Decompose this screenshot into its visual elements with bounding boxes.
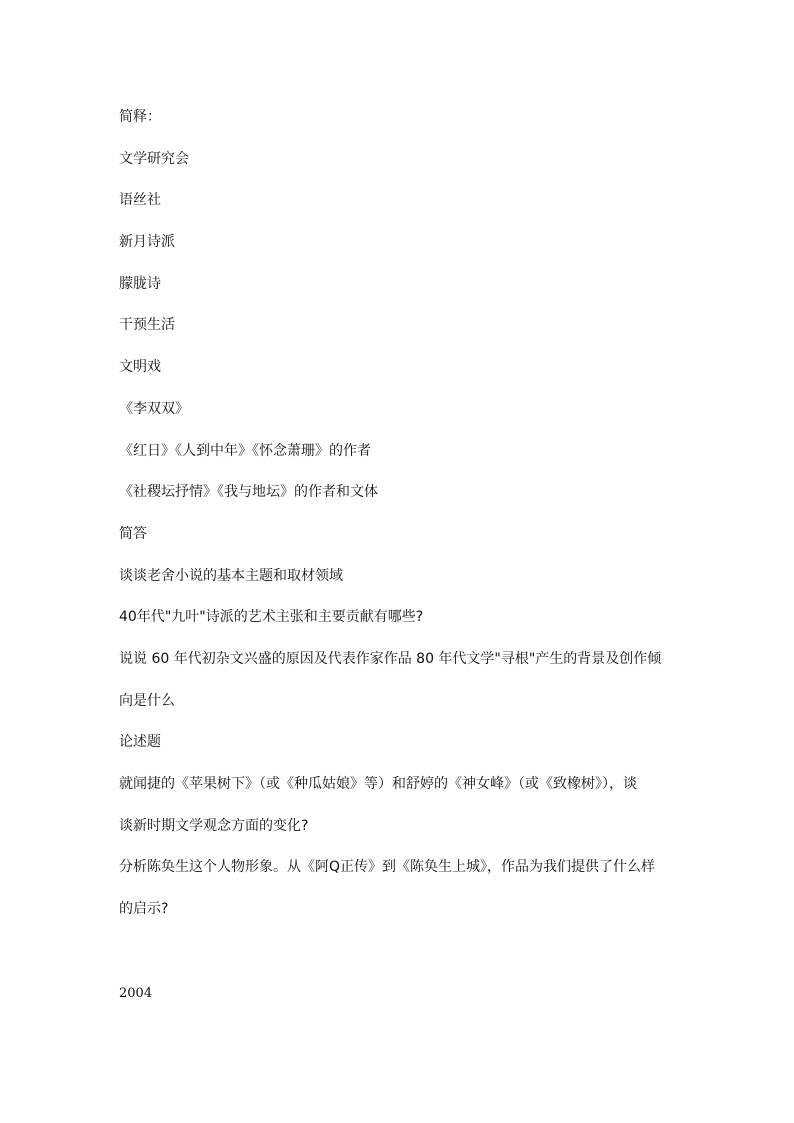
section-heading-short-answer: 简答: [119, 525, 147, 542]
term-item: 朦胧诗: [119, 275, 161, 292]
term-item: 干预生活: [119, 317, 175, 334]
term-item: 文明戏: [119, 359, 161, 376]
question-item-continuation: 向是什么: [119, 692, 175, 709]
document-body: [119, 106, 689, 940]
section-heading-brief-explanation: 简释：: [119, 109, 161, 125]
section-heading-essay: 论述题: [119, 734, 161, 751]
term-item: 《社稷坛抒情》《我与地坛》的作者和文体: [119, 484, 378, 501]
question-item: 说说 60 年代初杂文兴盛的原因及代表作家作品 80 年代文学"寻根"产生的背景及创作倾: [119, 650, 662, 667]
essay-question-continuation: 的启示?: [119, 901, 169, 918]
essay-question-continuation: 谈新时期文学观念方面的变化?: [119, 817, 309, 834]
essay-question: 分析陈奂生这个人物形象。从《阿Q正传》到《陈奂生上城》，作品为我们提供了什么样: [119, 859, 656, 876]
term-item: 新月诗派: [119, 234, 175, 251]
term-item: 《红日》《人到中年》《怀念萧珊》的作者: [119, 442, 371, 459]
term-item: 《李双双》: [119, 400, 189, 417]
question-item: 40年代"九叶"诗派的艺术主张和主要贡献有哪些?: [119, 609, 424, 626]
term-item: 语丝社: [119, 192, 161, 209]
question-item: 谈谈老舍小说的基本主题和取材领域: [119, 567, 343, 584]
year-label: 2004: [119, 986, 153, 1001]
essay-question: 就闻捷的《苹果树下》（或《种瓜姑娘》等）和舒婷的《神女峰》（或《致橡树》），谈: [119, 776, 637, 792]
term-item: 文学研究会: [119, 150, 189, 167]
